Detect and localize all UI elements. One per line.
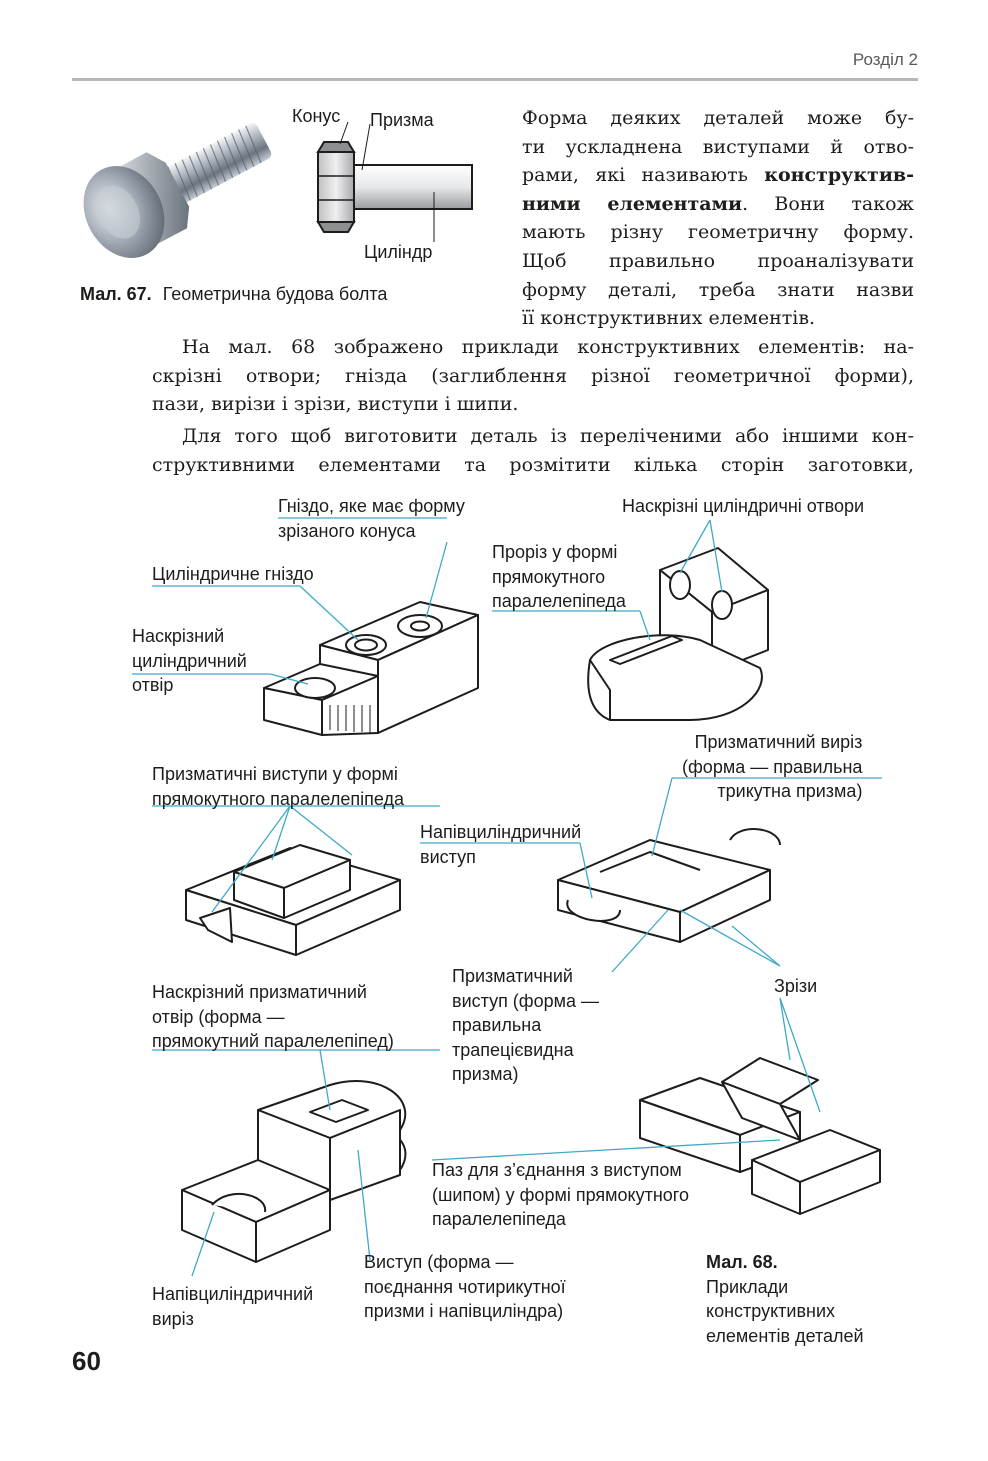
text-line: [522, 190, 914, 219]
label-groove: [432, 1158, 689, 1232]
figure67-caption: [80, 282, 387, 307]
caption-line: Приклади: [706, 1276, 789, 1297]
figure67-caption-text: Геометрична будова болта: [162, 284, 388, 304]
text-line: пази, вирізи і зрізи, виступи і шипи.: [152, 393, 519, 416]
text-line: структивними елементами та розмітити кілька сторін заготовки,: [152, 453, 914, 476]
label-line: правильна: [452, 1015, 542, 1035]
figure67-caption-number: Мал. 67.: [80, 284, 152, 304]
label-cone: Конус: [292, 106, 341, 126]
label-line: Призматичний виріз: [694, 732, 863, 752]
label-half-cylinder-cut: [152, 1282, 313, 1331]
label-line: призма): [452, 1064, 519, 1084]
label-line: прямокутний паралелепіпед): [152, 1031, 394, 1051]
page-number: 60: [72, 1346, 101, 1376]
label-line: Напівциліндричний: [420, 822, 582, 842]
term-bold: конструктив-: [764, 164, 914, 187]
label-prismatic-cut: [682, 730, 862, 804]
label-line: виступ (форма —: [452, 990, 600, 1011]
label-line: Паз для з’єднання з виступом: [432, 1160, 682, 1180]
label-line: Призматичний: [452, 966, 573, 986]
label-line: Виступ (форма —: [364, 1252, 514, 1272]
label-line: трапецієвидна: [452, 1039, 574, 1060]
part-stepped-block: [264, 602, 478, 735]
text-line: скрізні отвори; гнізда (заглиблення різної геометричної форми),: [152, 364, 914, 387]
label-line: Наскрізний призматичний: [152, 982, 367, 1002]
label-cylindrical-holes: Наскрізні циліндричні отвори: [622, 496, 865, 516]
label-line: Призматичні виступи у формі: [152, 764, 398, 784]
text-span: . Вони також: [742, 192, 914, 215]
label-line: Напівциліндричний: [152, 1284, 314, 1304]
label-line: прямокутного: [492, 566, 606, 587]
text-line: її конструктивних елементів.: [522, 307, 816, 330]
label-cylindrical-socket: Циліндричне гніздо: [152, 564, 314, 584]
label-line: паралелепіпеда: [492, 591, 626, 611]
label-trapezoid-boss: [452, 964, 599, 1087]
label-through-prismatic-hole: [152, 980, 394, 1054]
label-line: призми і напівциліндра): [364, 1301, 564, 1321]
label-line: прямокутного паралелепіпеда: [152, 788, 404, 809]
part-half-cylinder-block: [558, 829, 780, 942]
figure68-caption: [706, 1250, 864, 1348]
label-line: отвір: [132, 675, 174, 695]
label-half-cylinder-boss: [420, 820, 581, 869]
label-combined-boss: [364, 1250, 566, 1324]
label-line: Наскрізний: [132, 626, 225, 646]
text-line: мають різну геометричну форму.: [522, 221, 914, 244]
part-bosses-base: [186, 845, 400, 955]
label-cone-socket: [278, 494, 465, 543]
paragraph-examples: [152, 333, 914, 419]
text-line: ти ускладнена виступами й отво-: [522, 135, 914, 158]
part-through-hole-block: [182, 1081, 405, 1262]
label-line: паралелепіпеда: [432, 1209, 566, 1229]
label-bevels: Зрізи: [774, 976, 818, 996]
header-rule: [72, 78, 918, 81]
text-line: На мал. 68 зображено приклади конструктивних елементів: на-: [182, 336, 914, 358]
text-line: форму деталі, треба знати назви: [522, 278, 914, 301]
label-line: Гніздо, яке має форму: [278, 496, 465, 516]
label-line: виріз: [152, 1308, 194, 1329]
label-prismatic-bosses: [152, 762, 404, 811]
figure68-caption-number: Мал. 68.: [706, 1252, 778, 1272]
label-line: отвір (форма —: [152, 1006, 285, 1027]
label-prism: Призма: [370, 110, 434, 130]
label-line: поєднання чотирикутної: [364, 1276, 566, 1297]
label-slot: [492, 540, 626, 614]
text-span: рами, які називають: [522, 164, 748, 187]
paragraph-intro: [522, 104, 914, 333]
text-line: Форма деяких деталей може бу-: [522, 107, 914, 129]
caption-line: конструктивних: [706, 1301, 836, 1321]
term-bold: ними елементами: [522, 192, 743, 215]
text-line: Щоб правильно проаналізувати: [522, 249, 914, 272]
paragraph-manufacture: [152, 422, 914, 479]
label-line: виступ: [420, 846, 476, 867]
bolt-photo: [78, 100, 284, 270]
label-cylinder: Циліндр: [364, 242, 433, 262]
label-line: Проріз у формі: [492, 542, 618, 562]
text-line: Для того щоб виготовити деталь із переліченими або іншими кон-: [182, 425, 914, 447]
label-line: (шипом) у формі прямокутного: [432, 1184, 689, 1205]
section-label: Розділ 2: [852, 50, 918, 69]
caption-line: елементів деталей: [706, 1325, 864, 1346]
text-line: [522, 161, 914, 190]
label-line: зрізаного конуса: [278, 520, 416, 541]
label-line: трикутна призма): [717, 781, 863, 801]
label-through-cylindrical-hole: [132, 624, 247, 698]
label-line: циліндричний: [132, 650, 247, 671]
label-line: (форма — правильна: [682, 756, 863, 777]
